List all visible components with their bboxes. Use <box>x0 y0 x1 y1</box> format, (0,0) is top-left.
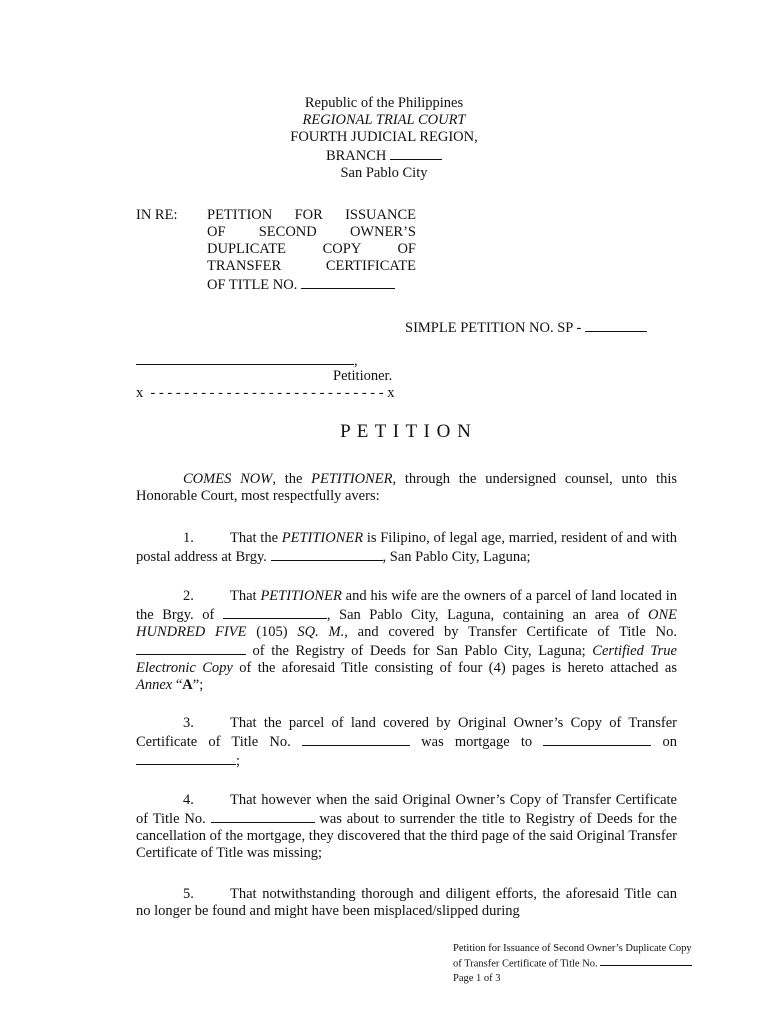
judicial-region: FOURTH JUDICIAL REGION, <box>290 129 478 145</box>
case-caption <box>207 207 416 294</box>
case-number: SIMPLE PETITION NO. SP - <box>405 318 647 337</box>
branch-line: BRANCH <box>0 146 768 165</box>
page-number: Page 1 of 3 <box>453 973 501 985</box>
petitioner-blank <box>136 351 354 365</box>
footer-tct-blank <box>600 956 692 966</box>
intro-paragraph: COMES NOW, the PETITIONER, through the undersigned counsel, unto this Honorable Court, most respectfully avers: <box>136 471 677 504</box>
caption-line: OF SECOND OWNER’S <box>207 224 416 240</box>
paragraph-1: 1. That the PETITIONER is Filipino, of legal age, married, resident of and with postal address at Brgy. , San Pablo City, Laguna; <box>136 530 677 566</box>
footer-title-no: of Transfer Certificate of Title No. <box>453 956 743 971</box>
caption-line: DUPLICATE COPY OF <box>207 241 416 257</box>
republic-line: Republic of the Philippines <box>304 95 464 111</box>
document-title: P E T I T I O N <box>340 421 472 442</box>
paragraph-5: 5. That notwithstanding thorough and diligent efforts, the aforesaid Title can no longer be found and might have been misplaced/slipped during <box>136 886 677 919</box>
caption-line: PETITION FOR ISSUANCE <box>207 207 416 223</box>
petitioner-label: Petitioner. <box>333 368 393 384</box>
caption-line: TRANSFER CERTIFICATE <box>207 258 416 274</box>
case-number-blank <box>585 318 647 332</box>
mortgage-tct-blank <box>302 732 410 746</box>
land-brgy-blank <box>223 605 327 619</box>
mortgagee-blank <box>543 732 651 746</box>
paragraph-3: 3. That the parcel of land covered by Original Owner’s Copy of Transfer Certificate of Title No. was mortgage to on ; <box>136 715 677 770</box>
tct-no-blank <box>136 641 246 655</box>
page-footer <box>453 941 743 986</box>
title-no-blank <box>301 275 395 289</box>
in-re-label: IN RE: <box>136 207 178 223</box>
footer-title: Petition for Issuance of Second Owner’s Duplicate Copy <box>453 943 692 954</box>
court-header <box>0 95 768 182</box>
petitioner-name-line: , <box>136 351 358 370</box>
paragraph-4: 4. That however when the said Original Owner’s Copy of Transfer Certificate of Title No. was about to surrender the title to Registry of Deeds for the cancellation of the mortgage, they discovered that the third page of the said Original Transfer Certificate of Title was missing; <box>136 792 677 862</box>
caption-line-title-no: OF TITLE NO. <box>207 275 416 294</box>
surrender-tct-blank <box>211 809 315 823</box>
paragraph-2: 2. That PETITIONER and his wife are the owners of a parcel of land located in the Brgy. of , San Pablo City, Laguna, containing an area of ONE HUNDRED FIVE (105) SQ. M., and covered by Transfer Certificate of Title No. of the Registry of Deeds for San Pablo City, Laguna; Certified True Electronic Copy of the aforesaid Title consisting of four (4) pages is hereto attached as Annex “A”; <box>136 588 677 694</box>
court-name: REGIONAL TRIAL COURT <box>302 112 466 128</box>
brgy-blank <box>271 547 383 561</box>
city-line: San Pablo City <box>340 165 428 182</box>
branch-blank <box>390 146 442 160</box>
separator-line: x - - - - - - - - - - - - - - - - - - - - - - - - - - - - x <box>136 385 395 401</box>
mortgage-date-blank <box>136 751 236 765</box>
